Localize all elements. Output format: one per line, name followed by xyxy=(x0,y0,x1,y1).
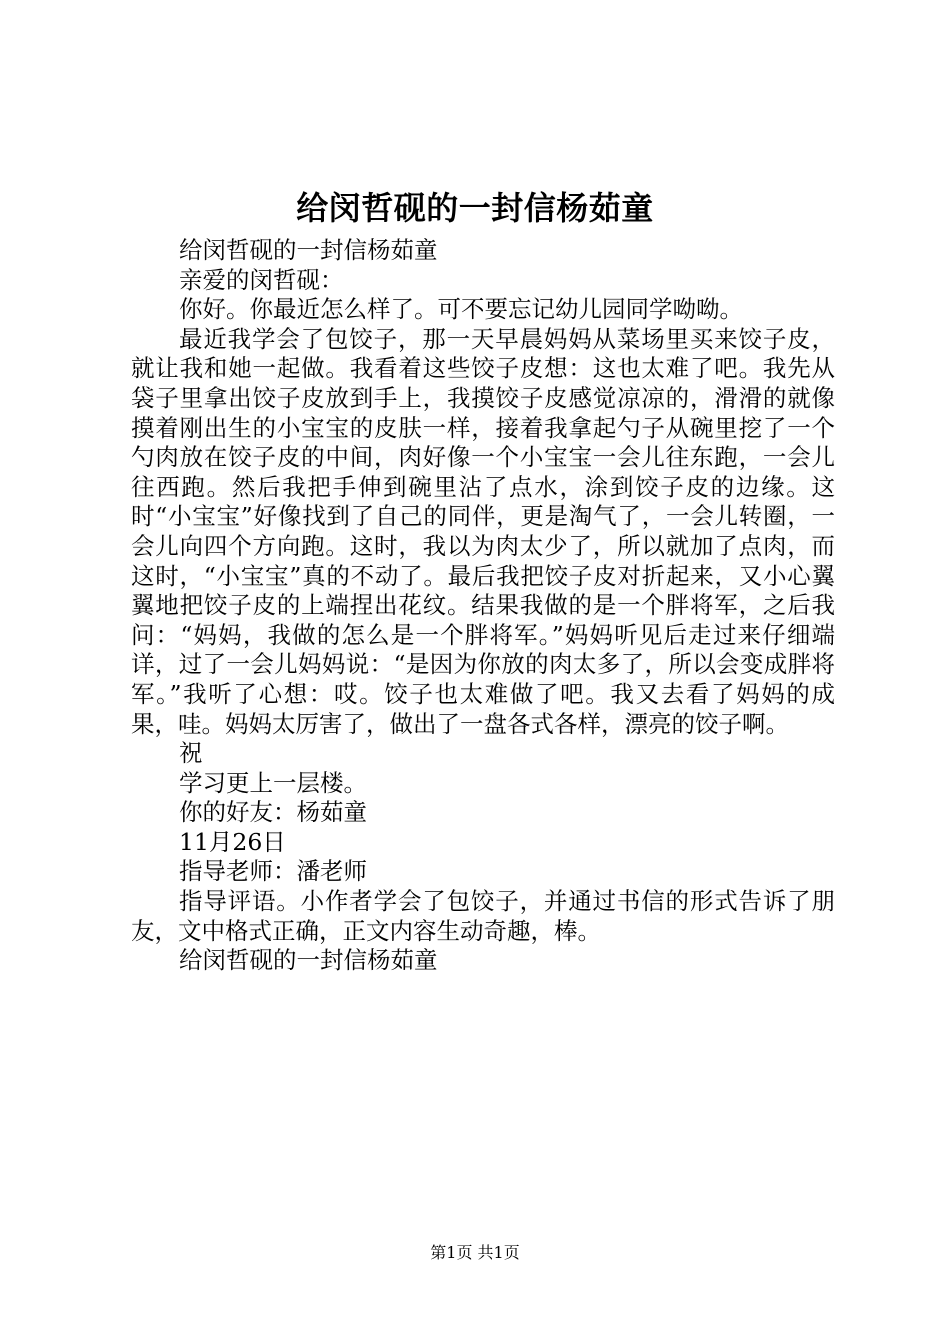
teacher-comment: 指导评语。小作者学会了包饺子，并通过书信的形式告诉了朋友，文中格式正确，正文内容生动奇趣，棒。 xyxy=(131,887,835,945)
salutation: 亲爱的闵哲砚： xyxy=(179,265,344,294)
trailing-title: 给闵哲砚的一封信杨茹童 xyxy=(179,946,438,975)
greeting: 你好。你最近怎么样了。可不要忘记幼儿园同学呦呦。 xyxy=(179,295,743,324)
page-footer: 第1页 共1页 xyxy=(430,1243,520,1262)
heading-repeat: 给闵哲砚的一封信杨茹童 xyxy=(179,236,438,264)
signature: 你的好友：杨茹童 xyxy=(179,798,367,827)
document-body xyxy=(131,236,835,976)
closing-wish-text: 学习更上一层楼。 xyxy=(179,768,367,797)
date: 11月26日 xyxy=(179,827,286,856)
letter-body: 最近我学会了包饺子，那一天早晨妈妈从菜场里买来饺子皮，就让我和她一起做。我看着这些饺子皮想：这也太难了吧。我先从袋子里拿出饺子皮放到手上，我摸饺子皮感觉凉凉的，滑滑的就像摸着刚出生的小宝宝的皮肤一样，接着我拿起勺子从碗里挖了一个勺肉放在饺子皮的中间，肉好像一个小宝宝一会儿往东跑，一会儿往西跑。然后我把手伸到碗里沾了点水，涂到饺子皮的边缘。这时“小宝宝”好像找到了自己的同伴，更是淘气了，一会儿转圈，一会儿向四个方向跑。这时，我以为肉太少了，所以就加了点肉，而这时，“小宝宝”真的不动了。最后我把饺子皮对折起来，又小心翼翼地把饺子皮的上端捏出花纹。结果我做的是一个胖将军，之后我问：“妈妈，我做的怎么是一个胖将军。”妈妈听见后走过来仔细端详，过了一会儿妈妈说：“是因为你放的肉太多了，所以会变成胖将军。”我听了心想：哎。饺子也太难做了吧。我又去看了妈妈的成果，哇。妈妈太厉害了，做出了一盘各式各样，漂亮的饺子啊。 xyxy=(131,324,835,738)
teacher: 指导老师：潘老师 xyxy=(179,857,367,886)
closing-wish: 祝 xyxy=(179,739,203,768)
document-title: 给闵哲砚的一封信杨茹童 xyxy=(296,189,654,227)
